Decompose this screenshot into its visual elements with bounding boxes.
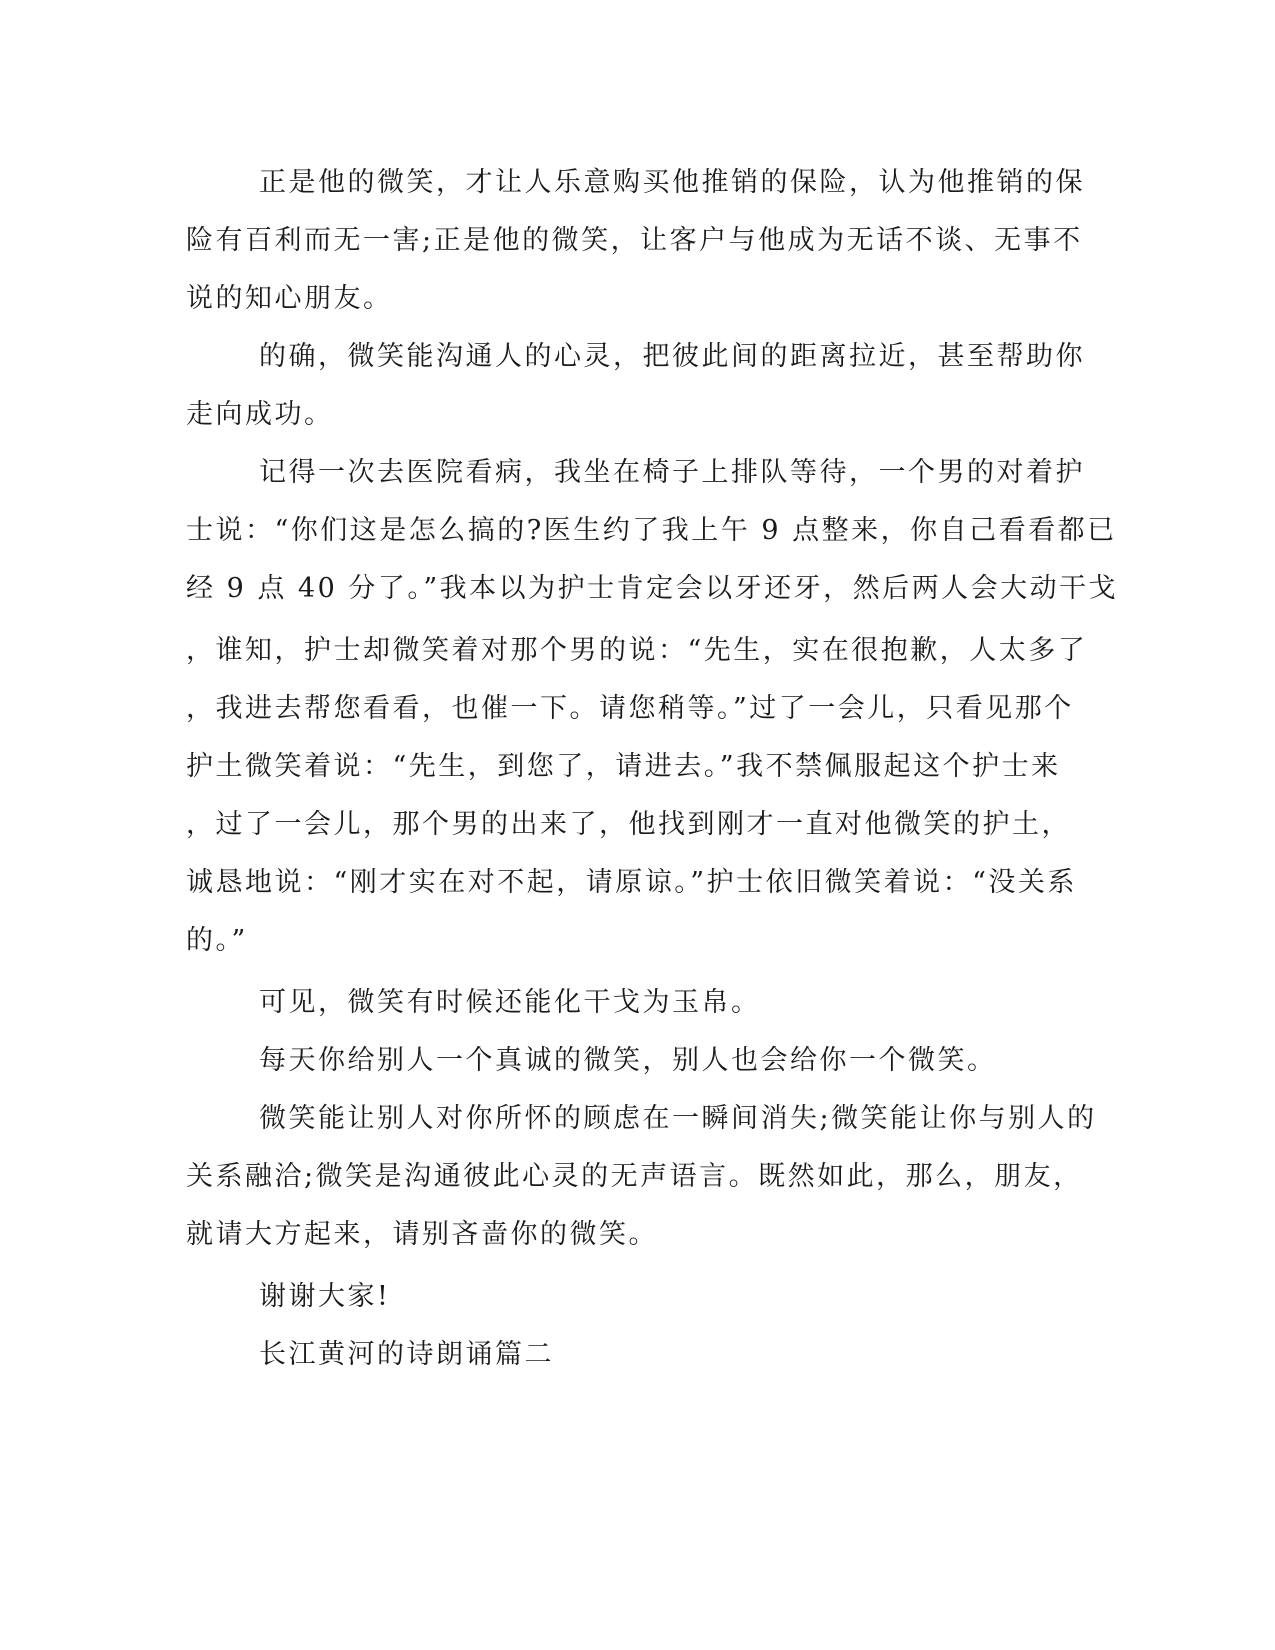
paragraph-line: 记得一次去医院看病，我坐在椅子上排队等待，一个男的对着护	[259, 457, 1085, 488]
paragraph-line: ，谁知，护士却微笑着对那个男的说：“先生，实在很抱歉，人太多了	[186, 635, 1088, 666]
paragraph-line: 说的知心朋友。	[186, 283, 393, 314]
paragraph-line: 每天你给别人一个真诚的微笑，别人也会给你一个微笑。	[259, 1045, 997, 1076]
paragraph-line: 走向成功。	[186, 399, 334, 430]
paragraph-line: ，我进去帮您看看，也催一下。请您稍等。”过了一会儿，只看见那个	[186, 693, 1074, 724]
paragraph-line: 险有百利而无一害;正是他的微笑，让客户与他成为无话不谈、无事不	[186, 225, 1083, 256]
paragraph-line: 的。”	[186, 925, 248, 956]
paragraph-line: 微笑能让别人对你所怀的顾虑在一瞬间消失;微笑能让你与别人的	[259, 1103, 1097, 1134]
section-heading: 长江黄河的诗朗诵篇二	[259, 1339, 554, 1370]
paragraph-line: 关系融洽;微笑是沟通彼此心灵的无声语言。既然如此，那么，朋友，	[186, 1161, 1083, 1192]
paragraph-line: 经 9 点 40 分了。”我本以为护士肯定会以牙还牙，然后两人会大动干戈	[186, 573, 1119, 604]
paragraph-line: ，过了一会儿，那个男的出来了，他找到刚才一直对他微笑的护土，	[186, 809, 1071, 840]
paragraph-line: 可见，微笑有时候还能化干戈为玉帛。	[259, 987, 761, 1018]
paragraph-line: 护土微笑着说：“先生，到您了，请进去。”我不禁佩服起这个护士来	[186, 751, 1061, 782]
paragraph-line: 就请大方起来，请别吝啬你的微笑。	[186, 1219, 658, 1250]
paragraph-line: 正是他的微笑，才让人乐意购买他推销的保险，认为他推销的保	[259, 167, 1085, 198]
paragraph-line: 士说：“你们这是怎么搞的?医生约了我上午 9 点整来，你自己看看都已	[186, 515, 1117, 546]
closing-line: 谢谢大家!	[259, 1281, 391, 1312]
paragraph-line: 的确，微笑能沟通人的心灵，把彼此间的距离拉近，甚至帮助你	[259, 341, 1085, 372]
paragraph-line: 诚恳地说：“刚才实在对不起，请原谅。”护士依旧微笑着说：“没关系	[186, 867, 1077, 898]
